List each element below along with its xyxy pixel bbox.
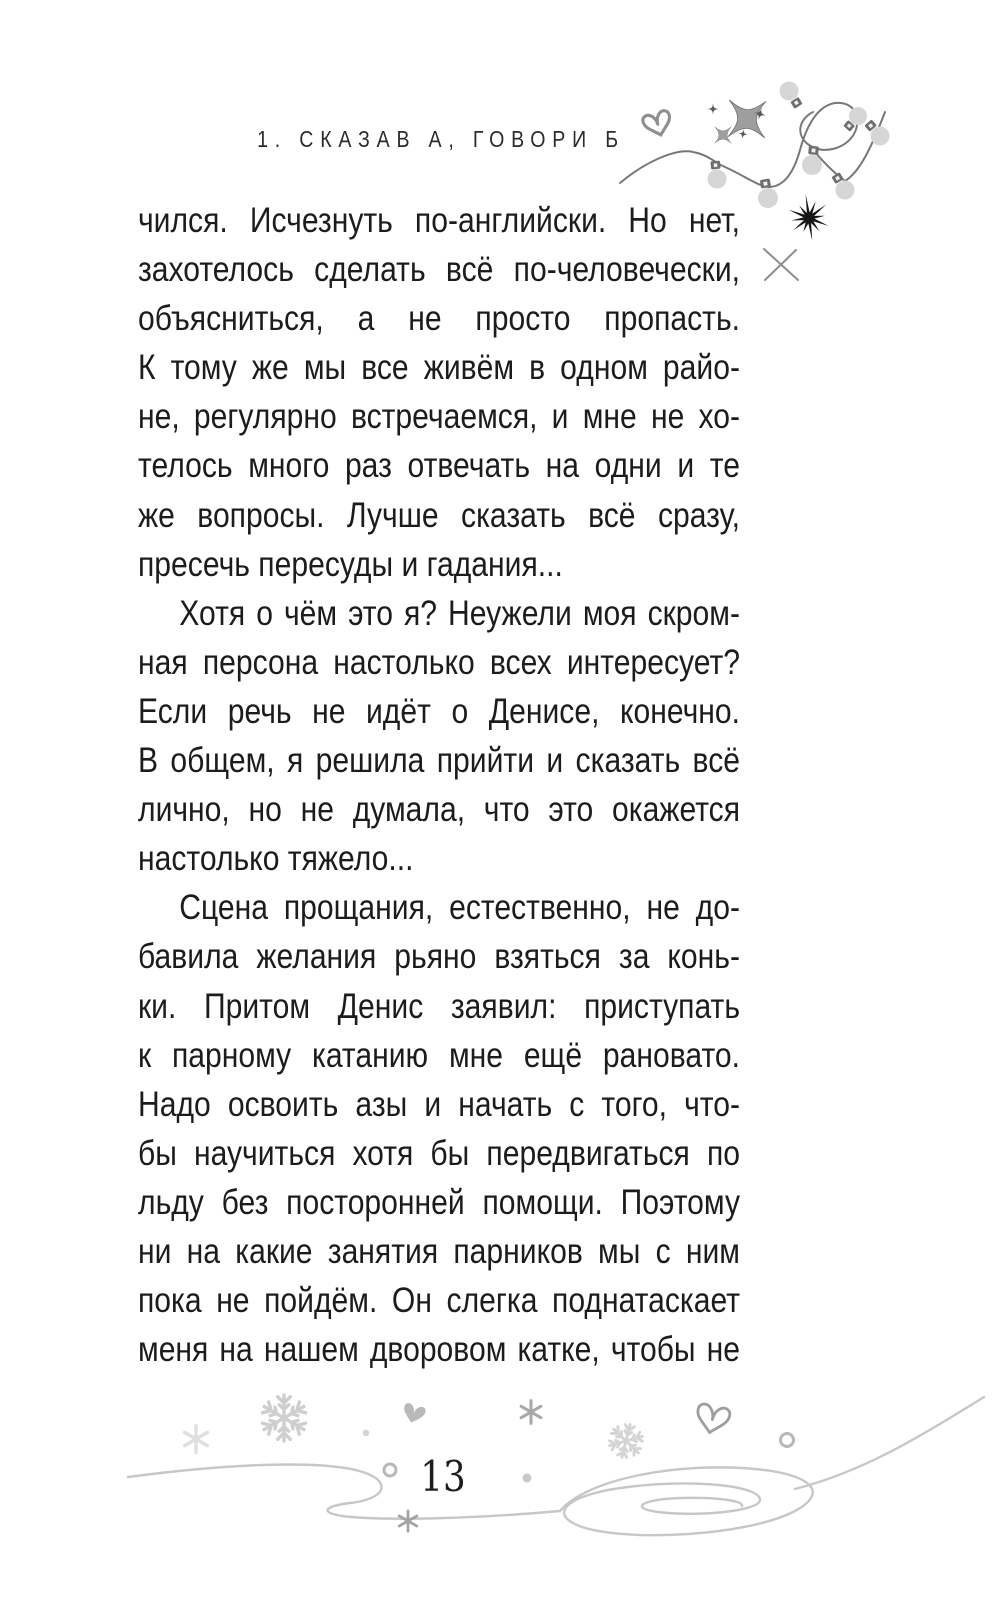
text-line: Сцена прощания, естественно, не до-	[179, 888, 740, 928]
text-line: объясниться, а не просто пропасть.	[138, 299, 740, 339]
paragraph	[138, 883, 740, 1374]
lightbulb-icon	[776, 78, 807, 111]
text-line: лично, но не думала, что это окажется	[138, 790, 740, 830]
text-line: бы научиться хотя бы передвигаться по	[138, 1133, 740, 1173]
asterisk-icon	[185, 1426, 208, 1452]
text-line: В общем, я решила прийти и сказать всё	[138, 741, 740, 781]
lightbulb-icon	[861, 116, 894, 149]
chapter-header: 1. СКАЗАВ А, ГОВОРИ Б	[257, 126, 625, 152]
text-line: настолько тяжело...	[138, 839, 414, 879]
text-line: чился. Исчезнуть по-английски. Но нет,	[138, 201, 740, 240]
text-line: не, регулярно встречаемся, и мне не хо-	[138, 397, 740, 437]
text-line: льду без посторонней помощи. Поэтому	[138, 1182, 740, 1222]
asterisk-icon	[521, 1401, 541, 1424]
text-line: меня на нашем дворовом катке, чтобы не	[138, 1330, 740, 1370]
ring	[384, 1464, 396, 1476]
text-line: ки. Притом Денис заявил: приступать	[138, 986, 740, 1026]
ring	[781, 1434, 794, 1447]
text-line: Если речь не идёт о Денисе, конечно.	[138, 691, 740, 731]
dot	[363, 1430, 369, 1436]
body-text	[138, 196, 740, 1374]
footer-decoration	[0, 1385, 1000, 1616]
text-line: ная персона настолько всех интересует?	[138, 642, 740, 682]
lightbulb-icon	[755, 178, 780, 210]
swirl-line	[128, 1397, 984, 1535]
heart-icon	[401, 1402, 427, 1425]
text-line: телось много раз отвечать на одни и те	[138, 446, 740, 486]
text-line: Надо освоить азы и начать с того, что-	[138, 1084, 740, 1124]
asterisk-icon	[399, 1511, 417, 1531]
text-line: бавила желания рьяно взяться за конь-	[138, 937, 740, 977]
text-line: захотелось сделать всё по-человечески,	[138, 250, 740, 290]
paragraph	[138, 589, 740, 884]
x-sparkle-icon	[764, 249, 798, 280]
heart-outline-icon	[642, 110, 674, 139]
page-number: 13	[420, 1452, 466, 1501]
lightbulb-icon	[706, 160, 728, 189]
text-line: к парному катанию мне ещё рановато.	[138, 1035, 740, 1075]
text-line: пока не пойдём. Он слегка поднатаскает	[138, 1281, 740, 1321]
text-line: К тому же мы все живём в одном райо-	[138, 348, 740, 388]
text-line: Хотя о чём это я? Неужели моя скром-	[179, 593, 740, 633]
starburst-icon	[787, 192, 831, 244]
text-line: же вопросы. Лучше сказать всё сразу,	[138, 495, 740, 535]
sparkle-cluster-icon	[706, 82, 783, 155]
snowflake-icon	[605, 1420, 646, 1461]
dot	[523, 1474, 532, 1483]
snowflake-icon	[261, 1395, 307, 1441]
heart-outline-icon	[694, 1403, 731, 1436]
text-line: ни на какие занятия парников мы с ним	[138, 1231, 740, 1271]
paragraph	[138, 196, 740, 589]
text-line: пресечь пересуды и гадания...	[138, 544, 563, 584]
